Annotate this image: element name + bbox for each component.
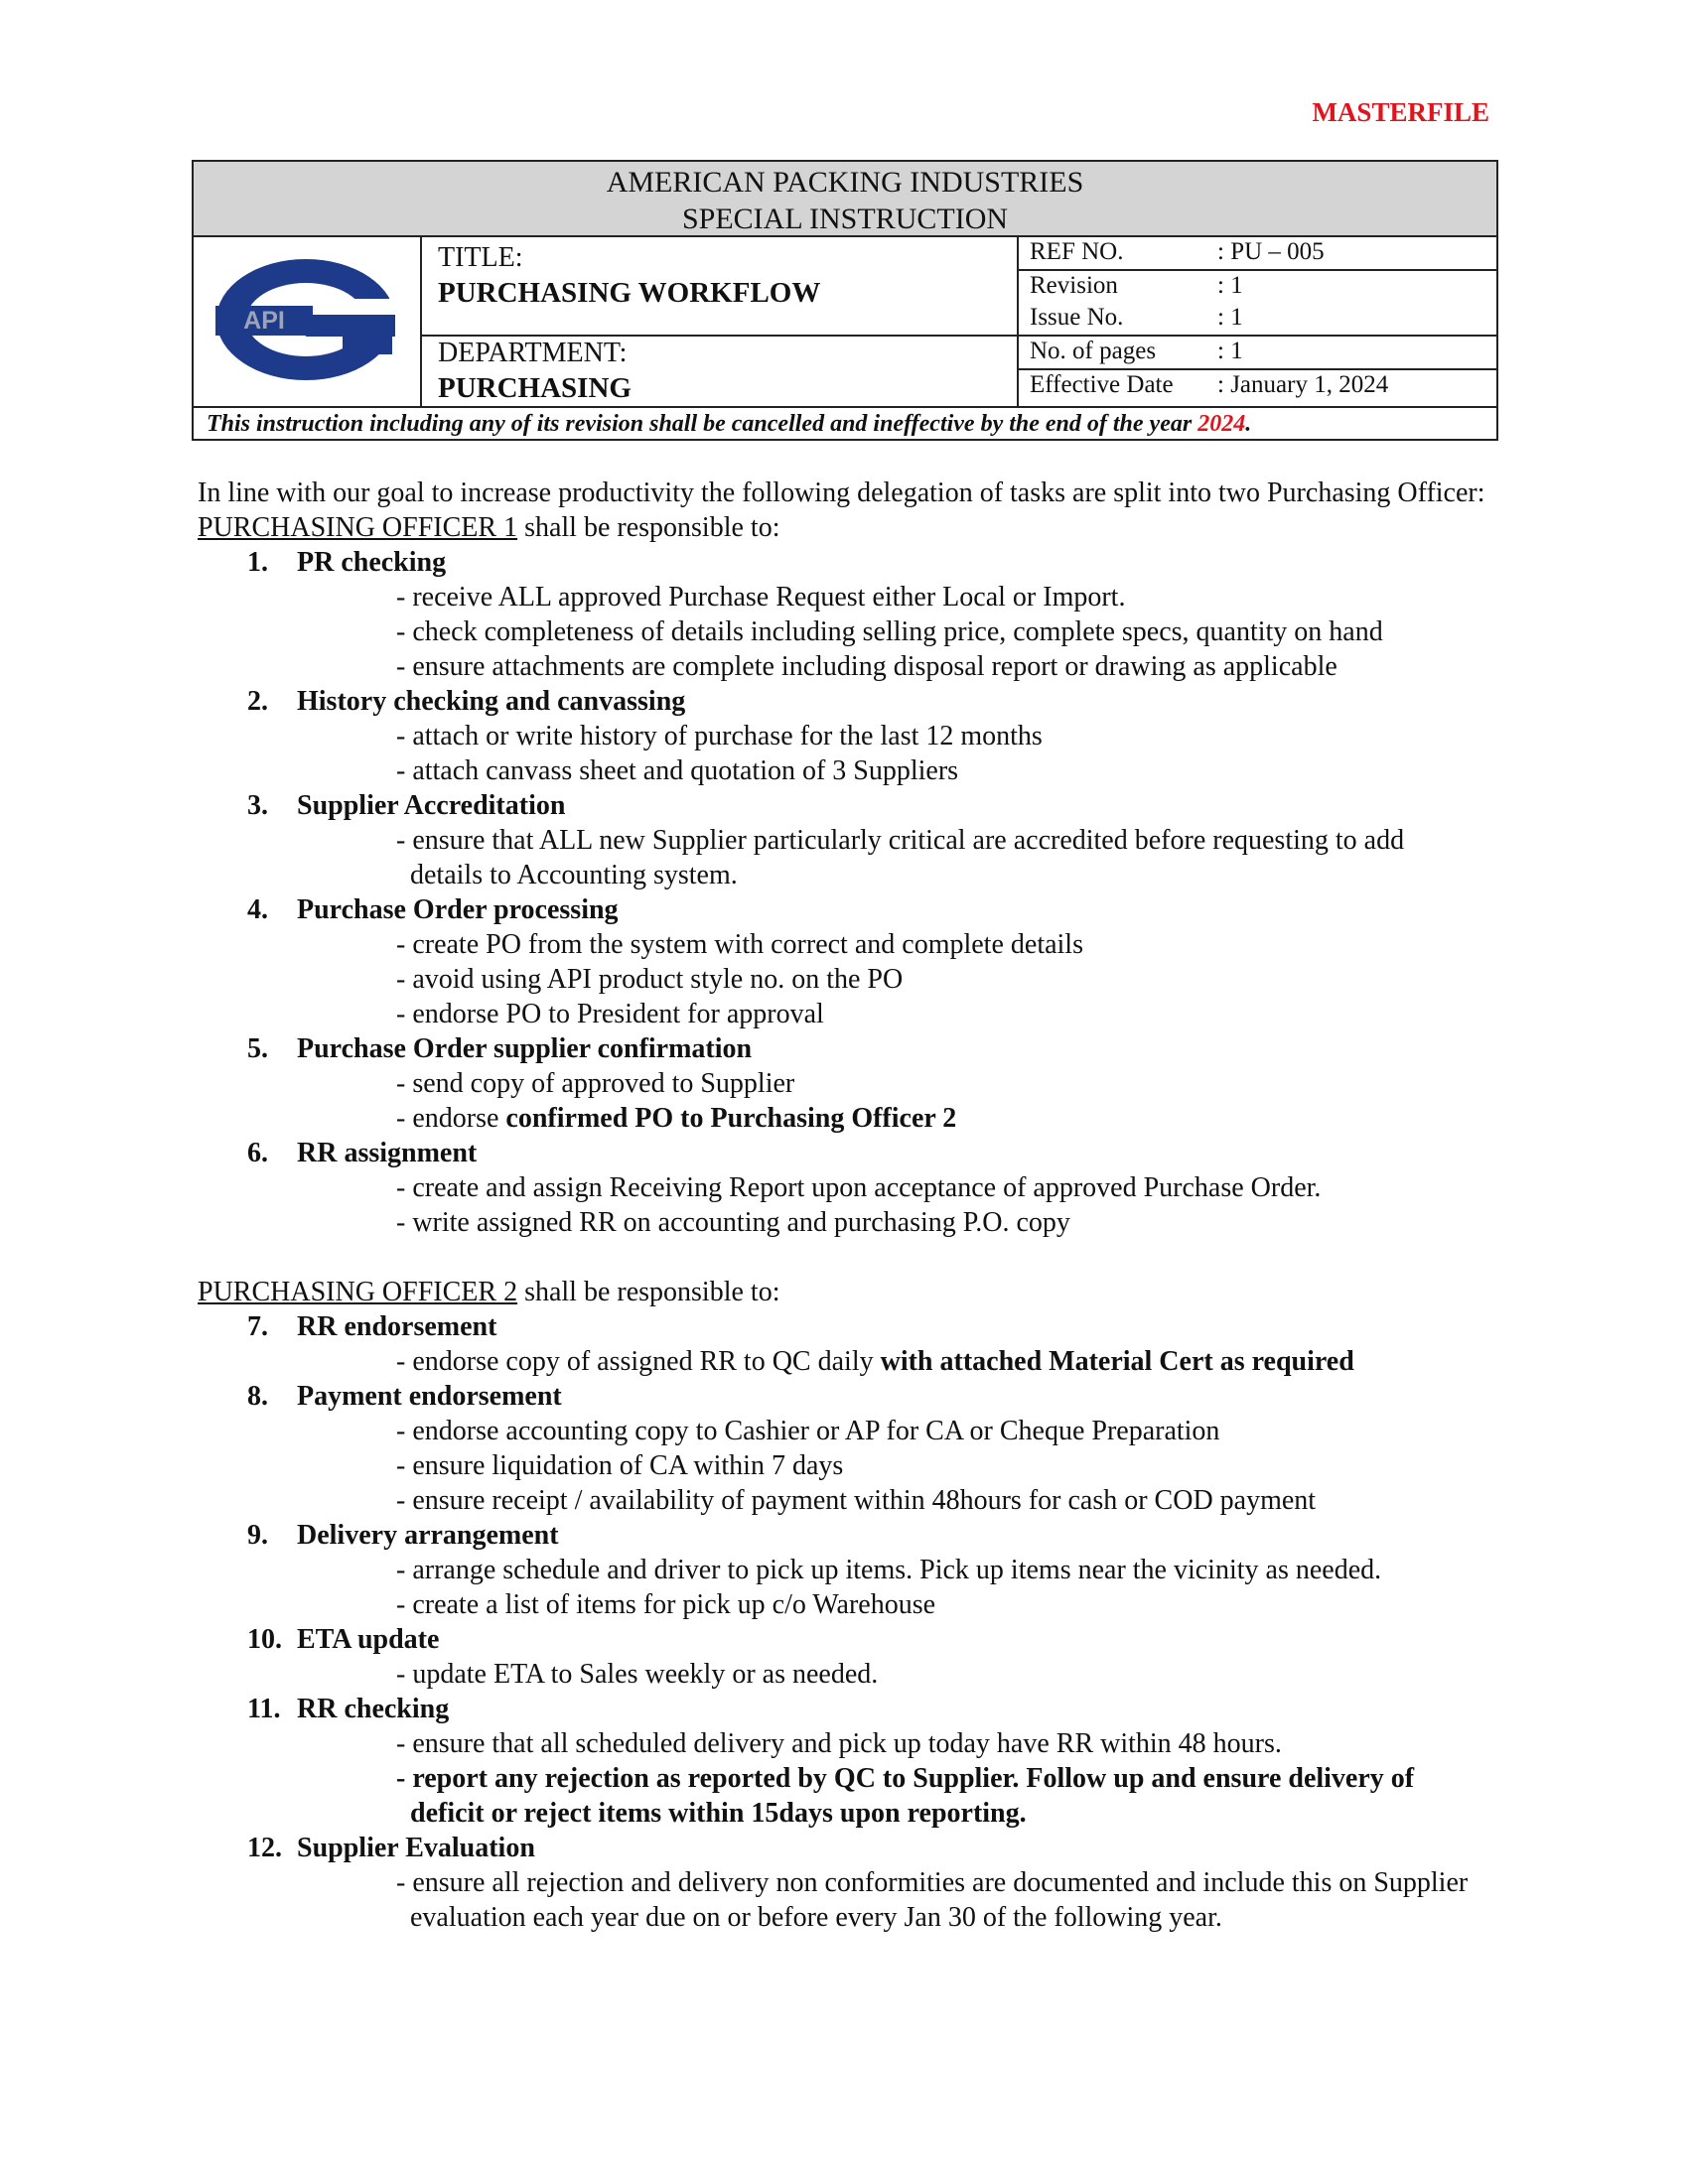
task-title: Purchase Order supplier confirmation bbox=[297, 1033, 753, 1064]
meta-effective-date bbox=[1019, 370, 1496, 404]
department-cell bbox=[422, 337, 1019, 406]
document-meta bbox=[1019, 237, 1496, 406]
task-detail: - avoid using API product style no. on the PO bbox=[396, 964, 904, 995]
meta-value: : January 1, 2024 bbox=[1217, 371, 1389, 398]
detail-bold: confirmed PO to Purchasing Officer 2 bbox=[505, 1103, 957, 1134]
company-banner bbox=[194, 162, 1496, 237]
meta-no-of-pages bbox=[1019, 337, 1496, 368]
task-detail: - update ETA to Sales weekly or as needed. bbox=[396, 1659, 879, 1690]
task-title: Payment endorsement bbox=[297, 1381, 562, 1412]
task-item bbox=[198, 892, 1508, 1031]
task-detail: - endorse accounting copy to Cashier or AP for CA or Cheque Preparation bbox=[396, 1416, 1220, 1446]
detail-plain: - endorse bbox=[396, 1103, 506, 1134]
cancellation-notice bbox=[194, 406, 1496, 441]
task-title: Delivery arrangement bbox=[297, 1520, 559, 1551]
task-detail bbox=[198, 1101, 1508, 1136]
meta-key: No. of pages bbox=[1030, 338, 1157, 364]
officer-heading bbox=[198, 1275, 1508, 1309]
task-number: 4. bbox=[247, 894, 268, 925]
api-logo bbox=[194, 237, 418, 404]
task-title: RR assignment bbox=[297, 1138, 478, 1168]
task-item bbox=[198, 684, 1508, 788]
meta-revision bbox=[1019, 271, 1496, 303]
task-item bbox=[198, 1309, 1508, 1379]
task-detail: - ensure that all scheduled delivery and pick up today have RR within 48 hours. bbox=[396, 1728, 1282, 1759]
officer-heading bbox=[198, 510, 1508, 545]
task-detail: - create a list of items for pick up c/o Warehouse bbox=[396, 1589, 936, 1620]
task-item bbox=[198, 1379, 1508, 1518]
task-title: Purchase Order processing bbox=[297, 894, 619, 925]
task-title: PR checking bbox=[297, 547, 447, 578]
task-item bbox=[198, 1692, 1508, 1831]
task-detail: - attach canvass sheet and quotation of 3 Suppliers bbox=[396, 755, 959, 786]
task-detail: - arrange schedule and driver to pick up items. Pick up items near the vicinity as needed. bbox=[396, 1555, 1382, 1585]
meta-value: : 1 bbox=[1217, 338, 1243, 364]
task-title: History checking and canvassing bbox=[297, 686, 686, 717]
task-number: 11. bbox=[247, 1694, 281, 1724]
task-title: Supplier Evaluation bbox=[297, 1833, 535, 1863]
task-item bbox=[198, 1622, 1508, 1692]
officer-suffix: shall be responsible to: bbox=[517, 1277, 780, 1307]
task-detail: - write assigned RR on accounting and purchasing P.O. copy bbox=[396, 1207, 1070, 1238]
task-number: 8. bbox=[247, 1381, 268, 1412]
intro-paragraph: In line with our goal to increase productivity the following delegation of tasks are split into two Purchasing Officer: bbox=[198, 478, 1485, 508]
document-body bbox=[198, 476, 1508, 1935]
task-title: ETA update bbox=[297, 1624, 440, 1655]
task-detail: - ensure attachments are complete including disposal report or drawing as applicable bbox=[396, 651, 1337, 682]
meta-value: : 1 bbox=[1217, 304, 1243, 331]
officer-section-1 bbox=[198, 510, 1508, 1240]
detail-bold: with attached Material Cert as required bbox=[880, 1346, 1354, 1377]
svg-text:API: API bbox=[243, 307, 285, 335]
task-detail: - report any rejection as reported by QC to Supplier. Follow up and ensure delivery of deficit or reject items within 15days upon reporting. bbox=[396, 1763, 1415, 1829]
officer-suffix: shall be responsible to: bbox=[517, 512, 780, 543]
task-detail: - receive ALL approved Purchase Request either Local or Import. bbox=[396, 582, 1126, 613]
task-item bbox=[198, 788, 1508, 892]
task-item bbox=[198, 1136, 1508, 1240]
task-item bbox=[198, 545, 1508, 684]
task-detail: - ensure all rejection and delivery non conformities are documented and include this on Supplier evaluation each year due on or before every Jan 30 of the following year. bbox=[396, 1867, 1469, 1933]
task-detail: - create and assign Receiving Report upon acceptance of approved Purchase Order. bbox=[396, 1172, 1322, 1203]
task-number: 1. bbox=[247, 547, 268, 578]
task-number: 3. bbox=[247, 790, 268, 821]
task-number: 9. bbox=[247, 1520, 268, 1551]
officer-title: PURCHASING OFFICER 2 bbox=[198, 1277, 518, 1307]
task-detail bbox=[198, 1344, 1508, 1379]
instruction-header-table bbox=[192, 160, 1498, 441]
title-value: PURCHASING WORKFLOW bbox=[438, 277, 821, 309]
notice-text: This instruction including any of its revision shall be cancelled and ineffective by the end of the year bbox=[207, 411, 1198, 437]
meta-key: REF NO. bbox=[1030, 238, 1124, 265]
task-item bbox=[198, 1831, 1508, 1935]
meta-value: : PU – 005 bbox=[1217, 238, 1325, 265]
task-item bbox=[198, 1518, 1508, 1622]
department-value: PURCHASING bbox=[438, 372, 632, 404]
meta-key: Issue No. bbox=[1030, 304, 1124, 331]
title-cell bbox=[422, 237, 1019, 337]
meta-key: Effective Date bbox=[1030, 371, 1174, 398]
task-detail: - attach or write history of purchase for the last 12 months bbox=[396, 721, 1043, 751]
task-number: 6. bbox=[247, 1138, 268, 1168]
notice-end: . bbox=[1245, 411, 1252, 437]
task-detail: - ensure that ALL new Supplier particularly critical are accredited before requesting to add details to Accounting system. bbox=[396, 825, 1405, 890]
task-detail: - send copy of approved to Supplier bbox=[396, 1068, 795, 1099]
logo-cell bbox=[194, 237, 422, 406]
task-detail: - endorse PO to President for approval bbox=[396, 999, 824, 1029]
task-title: Supplier Accreditation bbox=[297, 790, 566, 821]
task-detail: - ensure liquidation of CA within 7 days bbox=[396, 1450, 844, 1481]
detail-plain: - endorse copy of assigned RR to QC daily bbox=[396, 1346, 881, 1377]
task-item bbox=[198, 1031, 1508, 1136]
task-number: 12. bbox=[247, 1833, 282, 1863]
task-detail: - check completeness of details including selling price, complete specs, quantity on hand bbox=[396, 616, 1383, 647]
meta-key: Revision bbox=[1030, 272, 1118, 299]
task-number: 7. bbox=[247, 1311, 268, 1342]
meta-issue-no bbox=[1019, 303, 1496, 335]
department-label: DEPARTMENT: bbox=[438, 338, 628, 368]
officer-section-2 bbox=[198, 1275, 1508, 1935]
masterfile-stamp: MASTERFILE bbox=[1312, 97, 1489, 127]
task-detail: - ensure receipt / availability of payment within 48hours for cash or COD payment bbox=[396, 1485, 1317, 1516]
officer-title: PURCHASING OFFICER 1 bbox=[198, 512, 518, 543]
title-label: TITLE: bbox=[438, 242, 523, 273]
task-detail: - create PO from the system with correct and complete details bbox=[396, 929, 1083, 960]
task-number: 5. bbox=[247, 1033, 268, 1064]
task-number: 10. bbox=[247, 1624, 282, 1655]
task-title: RR endorsement bbox=[297, 1311, 497, 1342]
meta-ref-no bbox=[1019, 237, 1496, 269]
document-type: SPECIAL INSTRUCTION bbox=[681, 203, 1009, 235]
task-number: 2. bbox=[247, 686, 268, 717]
notice-year: 2024 bbox=[1197, 411, 1246, 437]
meta-value: : 1 bbox=[1217, 272, 1243, 299]
task-title: RR checking bbox=[297, 1694, 450, 1724]
company-name: AMERICAN PACKING INDUSTRIES bbox=[606, 166, 1084, 199]
